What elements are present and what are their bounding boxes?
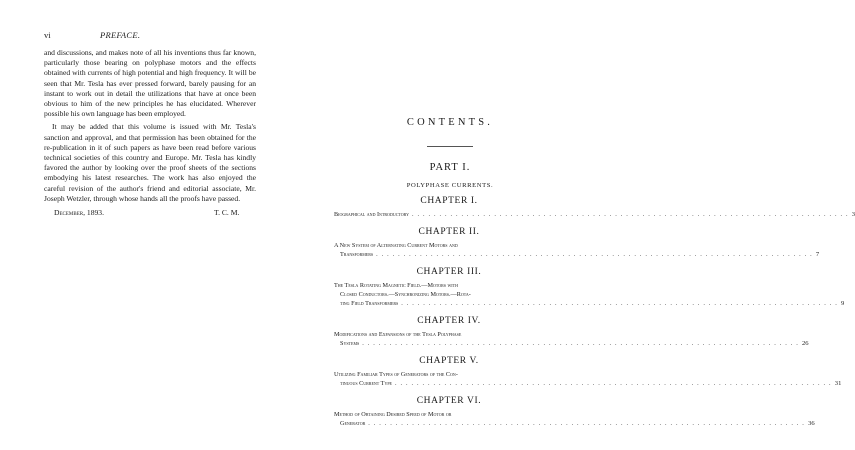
chapter-title-last-line <box>334 250 820 259</box>
dot-leader: . . . . . . . . . . . . . . . . . . . . . . . . . . . . . . . . . . . . . . . . . . . . . . . . . . . . . . . . . . . . . . . . . . . . . . . . . . . . . . . . <box>376 251 813 258</box>
toc-page-number: 31 <box>834 380 842 387</box>
toc-chapter <box>334 356 842 388</box>
chapter-heading: CHAPTER II. <box>418 227 480 237</box>
toc-page-number: 7 <box>815 251 820 258</box>
running-head <box>44 30 256 42</box>
chapter-title-last-line <box>334 379 842 388</box>
chapter-title-last-line <box>334 210 855 219</box>
chapter-heading: CHAPTER IV. <box>417 316 481 326</box>
page-number: vi <box>44 30 51 40</box>
contents-heading: CONTENTS. <box>406 117 494 128</box>
part-title: PART I. <box>429 162 471 173</box>
chapter-entry <box>334 330 809 348</box>
chapter-title-line: The Tesla Rotating Magnetic Field.—Motors with <box>334 282 458 289</box>
chapter-title-line: A New System of Alternating Current Motors and <box>334 242 458 249</box>
toc-chapter <box>334 396 815 428</box>
chapter-heading: CHAPTER III. <box>416 267 482 277</box>
contents-page <box>300 0 855 450</box>
chapter-entry <box>334 281 845 308</box>
preface-paragraph: It may be added that this volume is issued with Mr. Tesla's sanction and approval, and that permission has been obtained for the re-publication in it of such papers as have been read before various technical societies of this country and Europe. Mr. Tesla has kindly favored the author by looking over the proof sheets of the sections embodying his latest researches. The work has also enjoyed the careful revision of the author's friend and editorial associate, Mr. Joseph Wetzler, through whose hands all the proofs have passed. <box>44 122 256 203</box>
chapter-title-line: Systems <box>340 340 360 347</box>
part-subtitle: POLYPHASE CURRENTS. <box>406 182 494 189</box>
toc-page-number: 26 <box>802 340 809 347</box>
toc-chapter <box>334 316 809 348</box>
chapter-entry <box>334 410 815 428</box>
chapter-title-line: Biographical and Introductory <box>334 211 409 218</box>
toc-page-number: 9 <box>840 300 845 307</box>
chapter-title-line: Modifications and Expansions of the Tesla Polyphase <box>334 331 462 338</box>
preface-date: December, 1893. <box>54 208 104 218</box>
chapter-title-line: tinuous Current Type <box>340 380 392 387</box>
chapter-entry <box>334 241 820 259</box>
dot-leader: . . . . . . . . . . . . . . . . . . . . . . . . . . . . . . . . . . . . . . . . . . . . . . . . . . . . . . . . . . . . . . . . . . . . . . . . . . . . . . . . <box>362 340 799 347</box>
dot-leader: . . . . . . . . . . . . . . . . . . . . . . . . . . . . . . . . . . . . . . . . . . . . . . . . . . . . . . . . . . . . . . . . . . . . . . . . . . . . . . . . <box>368 420 806 427</box>
preface-paragraph: and discussions, and makes note of all his inventions thus far known, particularly those bearing on polyphase motors and the effects obtained with currents of high potential and high frequency. It will be seen that Mr. Tesla has ever pressed forward, barely pausing for an instant to work out in detail the utilizations that have at once been obvious to him of the new principles he has elucidated. Wherever possible his own language has been employed. <box>44 48 256 119</box>
heading-divider <box>427 146 473 147</box>
dot-leader: . . . . . . . . . . . . . . . . . . . . . . . . . . . . . . . . . . . . . . . . . . . . . . . . . . . . . . . . . . . . . . . . . . . . . . . . . . . . . . . . <box>412 211 849 218</box>
toc-chapter <box>334 227 820 259</box>
chapter-heading: CHAPTER VI. <box>416 396 482 406</box>
table-of-contents <box>334 196 855 436</box>
chapter-title-line: Method of Obtaining Desired Speed of Motor or <box>334 411 452 418</box>
chapter-title-line: Transformers <box>340 251 374 258</box>
chapter-title-last-line <box>334 299 845 308</box>
chapter-title-line: Utilizing Familiar Types of Generators of the Con- <box>334 371 458 378</box>
toc-chapter <box>334 196 855 219</box>
chapter-heading: CHAPTER V. <box>419 356 479 366</box>
chapter-title-line: Closed Conductors.—Synchronizing Motors.—Rota- <box>340 291 471 298</box>
preface-body <box>44 48 256 220</box>
toc-page-number: 3 <box>851 211 855 218</box>
author-initials: T. C. M. <box>214 208 240 218</box>
chapter-title-line: Generator <box>340 420 366 427</box>
chapter-heading: CHAPTER I. <box>420 196 478 206</box>
chapter-entry <box>334 370 842 388</box>
dot-leader: . . . . . . . . . . . . . . . . . . . . . . . . . . . . . . . . . . . . . . . . . . . . . . . . . . . . . . . . . . . . . . . . . . . . . . . . . . . . . . . . <box>395 380 832 387</box>
chapter-title-line: ting Field Transformers <box>340 300 399 307</box>
chapter-entry <box>334 210 855 219</box>
running-title: PREFACE. <box>100 30 141 40</box>
dot-leader: . . . . . . . . . . . . . . . . . . . . . . . . . . . . . . . . . . . . . . . . . . . . . . . . . . . . . . . . . . . . . . . . . . . . . . . . . . . . . . . . <box>401 300 838 307</box>
chapter-title-last-line <box>334 339 809 348</box>
chapter-title-last-line <box>334 419 815 428</box>
toc-chapter <box>334 267 845 308</box>
preface-page <box>0 0 300 450</box>
toc-page-number: 36 <box>808 420 815 427</box>
preface-signoff <box>44 208 256 220</box>
